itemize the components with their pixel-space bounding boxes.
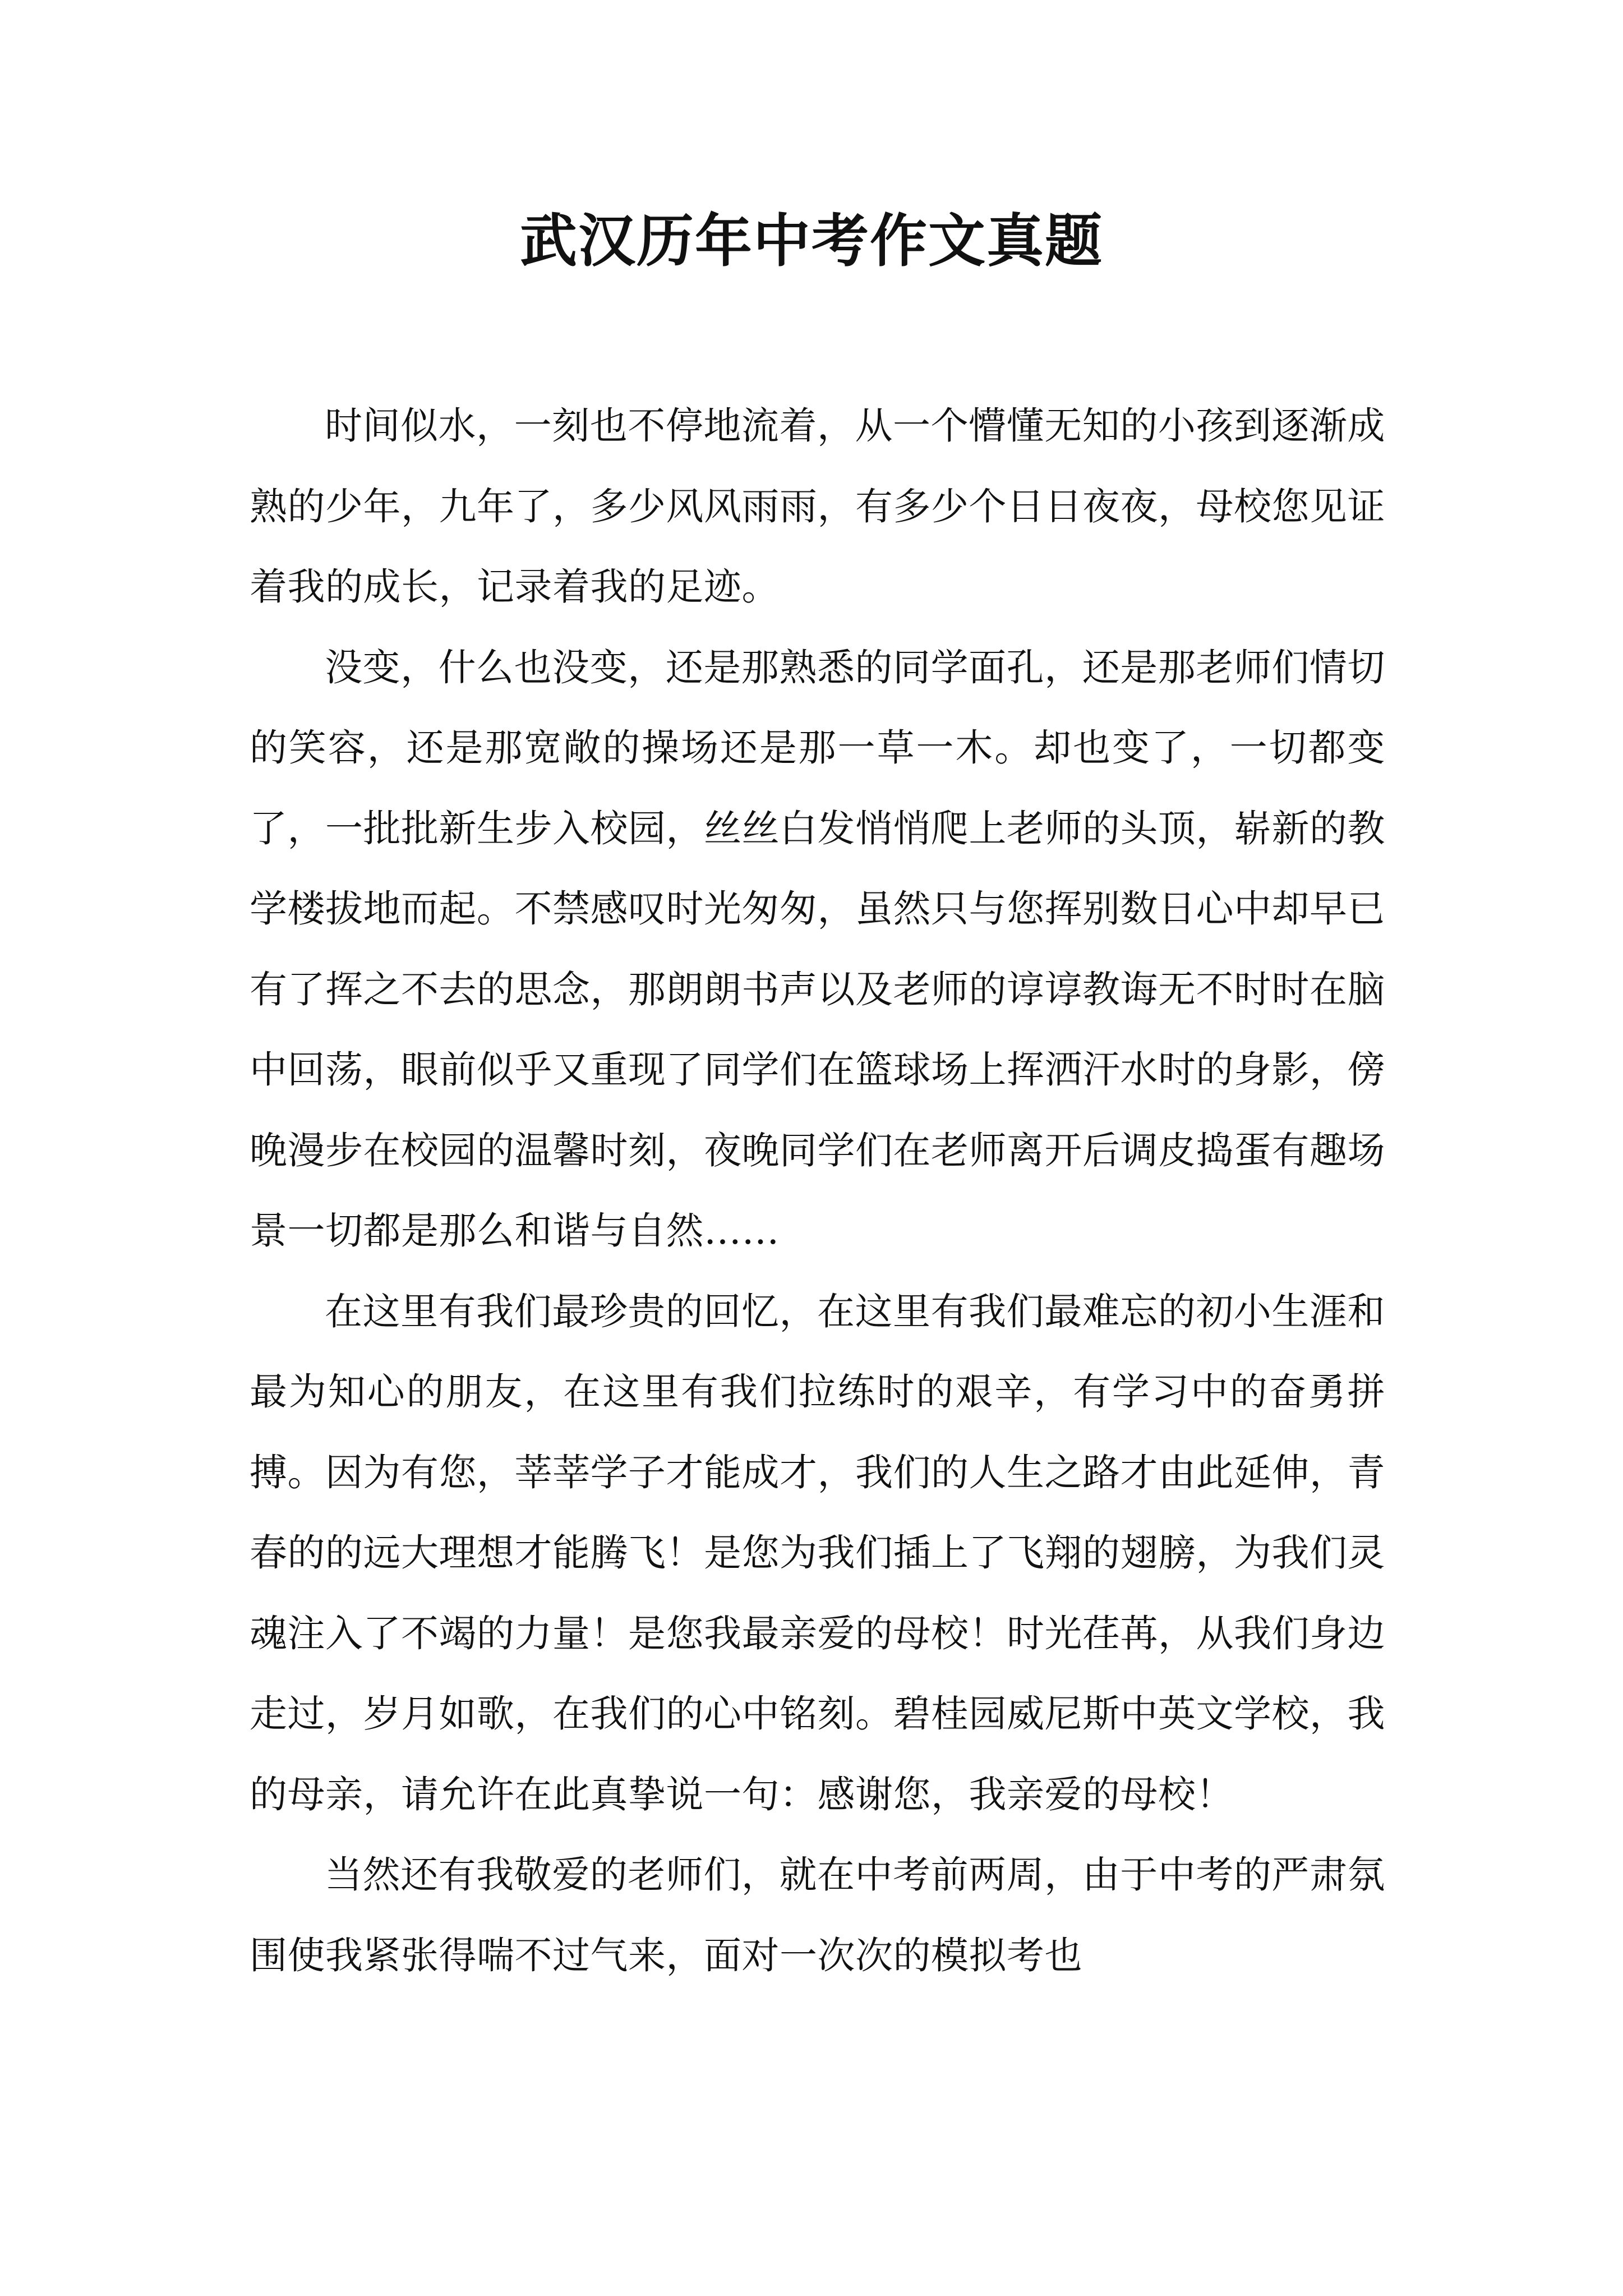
paragraph-2: 没变，什么也没变，还是那熟悉的同学面孔，还是那老师们情切的笑容，还是那宽敞的操场还是那一草一木。却也变了，一切都变了，一批批新生步入校园，丝丝白发悄悄爬上老师的头顶，崭新的教学楼拔地而起。不禁感叹时光匆匆，虽然只与您挥别数日心中却早已有了挥之不去的思念，那朗朗书声以及老师的谆谆教诲无不时时在脑中回荡，眼前似乎又重现了同学们在篮球场上挥洒汗水时的身影，傍晚漫步在校园的温馨时刻，夜晚同学们在老师离开后调皮捣蛋有趣场景一切都是那么和谐与自然…… [250,645,1385,1253]
document-title: 武汉历年中考作文真题 [520,208,1103,275]
paragraph-3: 在这里有我们最珍贵的回忆，在这里有我们最难忘的初小生涯和最为知心的朋友，在这里有我们拉练时的艰辛，有学习中的奋勇拼搏。因为有您，莘莘学子才能成才，我们的人生之路才由此延伸，青春的的远大理想才能腾飞！是您为我们插上了飞翔的翅膀，为我们灵魂注入了不竭的力量！是您我最亲爱的母校！时光荏苒，从我们身边走过，岁月如歌，在我们的心中铭刻。碧桂园威尼斯中英文学校，我的母亲，请允许在此真挚说一句：感谢您，我亲爱的母校！ [250,1289,1385,1816]
paragraph-4: 当然还有我敬爱的老师们，就在中考前两周，由于中考的严肃氛围使我紧张得喘不过气来，面对一次次的模拟考也 [250,1853,1385,1977]
document-body [250,386,1385,1996]
paragraph-1: 时间似水，一刻也不停地流着，从一个懵懂无知的小孩到逐渐成熟的少年，九年了，多少风风雨雨，有多少个日日夜夜，母校您见证着我的成长，记录着我的足迹。 [250,404,1385,609]
